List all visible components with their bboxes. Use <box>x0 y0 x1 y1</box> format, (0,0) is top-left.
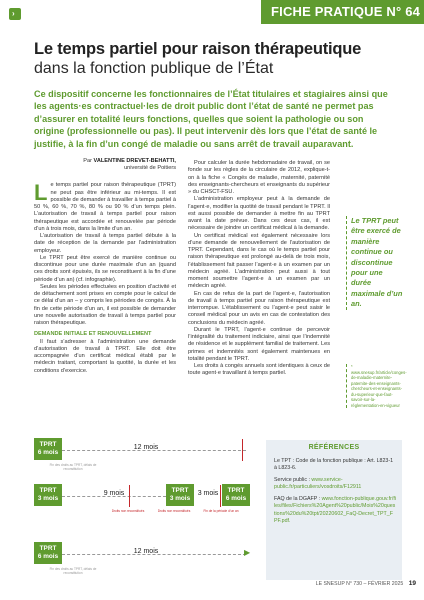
footnote-link[interactable]: * www.snesup.fr/article/conges-de-maladie-maternite-paternite-des-enseignants-chercheurs-et-enseignants-du-superieur-que-faut-savoir-sur-la-réglementation-en-vigueur <box>346 364 404 408</box>
tprt-badge: TPRT 6 mois <box>34 542 62 564</box>
top-bar <box>0 0 424 24</box>
dgafp-faq-link[interactable]: www.fonction-publique.gouv.fr/files/files/Fichiers%20Agent%20public/Mois%20questions%20du%20tpt/20220602_FaQ-Decret_TPT_FPF.pdf. <box>274 496 397 524</box>
period-marker <box>129 485 130 507</box>
rubric-banner: FICHE PRATIQUE N° 64 <box>261 0 424 24</box>
tprt-badge: TPRT 6 mois <box>222 484 250 506</box>
reference-item <box>274 496 396 524</box>
tprt-badge: TPRT 6 mois <box>34 438 62 460</box>
byline-prefix: Par <box>83 158 92 164</box>
tprt-badge: TPRT 3 mois <box>34 484 62 506</box>
text-column-left <box>34 158 176 375</box>
article-title: Le temps partiel pour raison thérapeutique <box>34 40 362 58</box>
reference-label: FAQ de la DGAFP : <box>274 496 321 503</box>
author-name: VALENTINE DREVET-BEHATTI, <box>93 158 176 164</box>
author-affiliation: université de Poitiers <box>124 165 176 172</box>
references-list <box>274 458 396 530</box>
paragraph: Pour calculer la durée hebdomadaire de travail, on se fonde sur les règles de la circulaire de 2012, explique-t-on à la fiche « Congés de maladie, maternité, paternité des enseignants-chercheurs et enseignants du supérieur » du CHSCT-FSU. <box>188 160 330 195</box>
period-end-marker <box>242 439 243 461</box>
reference-item <box>274 477 396 491</box>
chevron-right-icon: › <box>12 9 15 18</box>
paragraph: Les droits à congés annuels sont identiques à ceux de toute agent·e travaillant à temps partiel. <box>188 363 330 377</box>
article-lead: Ce dispositif concerne les fonctionnaires de l’État titulaires et stagiaires ainsi que les agents·es contractuel·les de droit public dont l’état de santé ne permet pas d’assurer en totalité leurs fonctions, quelles que soient la pathologie ou son origine (professionnelle ou pas). Il peut intervenir dès lors que l’état de santé le justifie, à la fin d’un congé de maladie ou sans arrêt de travail auparavant. <box>34 89 388 149</box>
arrow-right-icon: ▶ <box>244 548 251 557</box>
section-subheading: DEMANDE INITIALE ET RENOUVELLEMENT <box>34 331 152 338</box>
drop-cap: L <box>34 180 48 206</box>
tprt-badge: TPRT 3 mois <box>166 484 194 506</box>
period-note: Fin des droits au TPRT, délais de reconstitution <box>49 463 97 471</box>
tprt-infographic <box>34 438 256 576</box>
issue-label: LE SNESUP N° 730 – FÉVRIER 2025 <box>315 581 404 587</box>
service-public-link[interactable]: www.service-public.fr/particuliers/vosdroits/F12911 <box>274 477 362 491</box>
paragraph: L’administration employeur peut à la demande de l’agent·e, modifier la quotité de travail pendant le TPRT. Il est aussi possible de demander à mettre fin au TPRT avant la date prévue. Dans ces deux cas, il est nécessaire de joindre un certificat médical à la demande. <box>188 196 330 232</box>
period-label: 12 mois <box>133 548 159 555</box>
period-note: Fin de la période d’un an <box>203 509 239 513</box>
reference-label: Service public : <box>274 477 310 484</box>
period-label: 3 mois <box>197 490 219 497</box>
byline <box>34 158 176 172</box>
paragraph: Durant le TPRT, l’agent·e continue de percevoir l’intégralité du traitement indiciaire, ainsi que l’indemnité de résidence et le supplément familial de traitement. Les primes et indemnités sont également maintenues en totalité pendant le TPRT. <box>188 326 330 362</box>
period-marker <box>220 485 221 507</box>
period-label: 9 mois <box>103 490 125 497</box>
references-box <box>266 440 402 580</box>
paragraph: L’autorisation de travail à temps partiel débute à la date de réception de la demande par l’administration employeur. <box>34 233 176 254</box>
references-title: RÉFÉRENCES <box>308 444 360 451</box>
page-number: 19 <box>408 580 416 587</box>
paragraph: Un certificat médical est également nécessaire lors d’une demande de renouvellement de l’autorisation de TPRT. Cependant, dans le cas où le temps partiel pour raison thérapeutique est prolongé au-delà de trois mois, l’établissement fait passer l’agent·e à un examen par un médecin agréé. L’administration peut aussi à tout moment soumettre l’agent·e à un examen par un médecin agréé. <box>188 232 330 290</box>
pull-quote: Le TPRT peut être exercé de manière continue ou discontinue pour une durée maximale d’un an. <box>346 216 404 310</box>
period-note: Fin des droits au TPRT, délais de reconstitution <box>49 567 97 575</box>
period-note: Droits non reconstitués <box>157 509 191 513</box>
article-subtitle: dans la fonction publique de l’État <box>34 60 274 77</box>
period-label: 12 mois <box>133 444 159 451</box>
reference-item: Le TPT : Code de la fonction publique : Art. L823-1 à L823-6. <box>274 458 394 472</box>
paragraph: Il faut s’adresser à l’administration une demande d’autorisation de travail à TPRT. Elle doit être accompagnée d’un certificat médical établi par le médecin traitant, comportant la quotité, la durée et les conditions d’exercice. <box>34 338 176 374</box>
period-note: Droits non reconstitués <box>111 509 145 513</box>
paragraph: Le TPRT peut être exercé de manière continue ou discontinue pour une durée maximale d’un an (quand ces droits sont épuisés, ils se reconstituent à la fin d’une période d’un an) (cf. infographie). <box>34 254 176 283</box>
paragraph: Seules les périodes effectuées en position d’activité et de détachement sont prises en compte pour le calcul de ce délai d’un an – y compris les périodes de congés. À la fin de cette période d’un an, il est possible de demander une nouvelle autorisation de travail à temps partiel pour raison thérapeutique. <box>34 283 176 327</box>
text-column-right <box>188 160 330 378</box>
paragraph: Le temps partiel pour raison thérapeutique (TPRT) ne peut pas être inférieur au mi-temps. Il est possible de demander à travailler à temps partiel à 50 %, 60 %, 70 %, 80 % ou 90 % d’un temps plein. L’autorisation de travail à temps partiel pour raison thérapeutique est accordée et renouvelée par période d’un à trois mois, dans la limite d’un an. <box>34 180 176 232</box>
paragraph: En cas de refus de la part de l’agent·e, l’autorisation de travail à temps partiel pour raison thérapeutique est interrompue. L’établissement ou l’agent·e peut saisir le conseil médical pour un avis en cas de contestation des conclusions du médecin agréé. <box>188 290 330 326</box>
page-footer <box>316 580 416 587</box>
